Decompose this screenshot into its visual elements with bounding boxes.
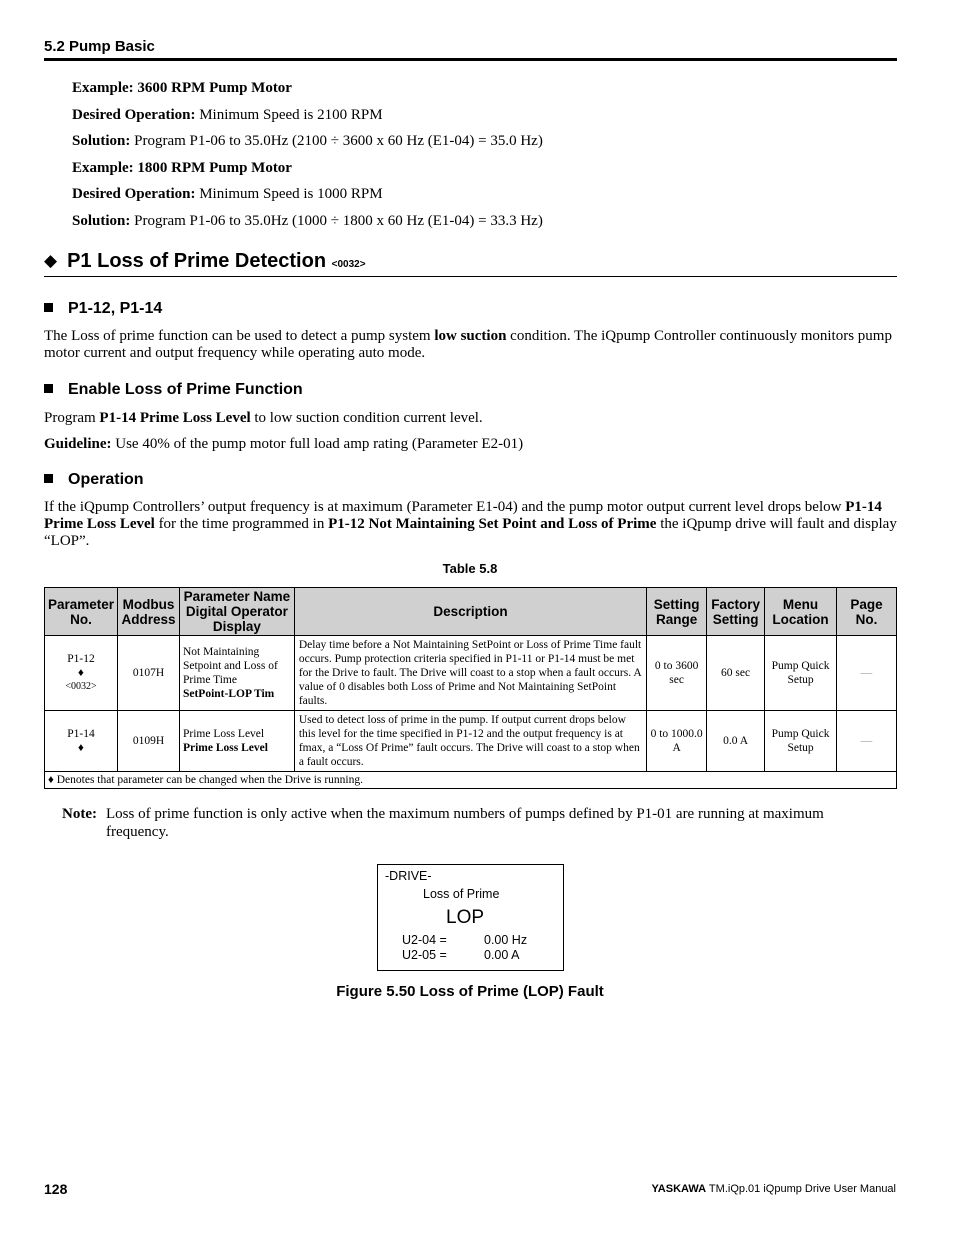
modbus-cell: 0109H: [117, 711, 179, 772]
section-title: ◆ P1 Loss of Prime Detection <0032>: [44, 250, 366, 272]
description-cell: Used to detect loss of prime in the pump. If output current drops below this level for the time specified in P1-12 and the output frequency is at fmax, a “Loss Of Prime” fault occurs. The Drive will coast to a stop when a fault occurs.: [294, 711, 646, 772]
name-cell: Prime Loss Level Prime Loss Level: [179, 711, 294, 772]
operation-paragraph: If the iQpump Controllers’ output frequency is at maximum (Parameter E1-04) and the pump motor output current level drops below P1-14 Prime Loss Level for the time programmed in P1-12 Not Maintaining Set Point and Loss of Prime the iQpump drive will fault and display “LOP”.: [44, 499, 897, 549]
program-paragraph: Program P1-14 Prime Loss Level to low suction condition current level.: [44, 410, 483, 426]
col-header-param-no: Parameter No.: [45, 588, 118, 636]
col-header-page: Page No.: [837, 588, 897, 636]
display-row-value: 0.00 A: [484, 948, 520, 962]
example-line: Solution: Program P1-06 to 35.0Hz (1000 ÷ 1800 x 60 Hz (E1-04) = 33.3 Hz): [72, 213, 543, 229]
example-line: Solution: Program P1-06 to 35.0Hz (2100 ÷ 3600 x 60 Hz (E1-04) = 35.0 Hz): [72, 133, 543, 149]
header-rule: [44, 58, 897, 61]
diamond-icon: ♦: [78, 742, 84, 754]
display-subtitle: Loss of Prime: [423, 887, 500, 901]
col-header-range: Setting Range: [647, 588, 707, 636]
description-cell: Delay time before a Not Maintaining SetPoint or Loss of Prime Time fault occurs. Pump protection criteria specified in P1-11 or P1-14 must be met for the Drive to fault. The Drive will coast to a stop when a fault occurs. A value of 0 disables both Loss of Prime and Not Maintaining SetPoint faults.: [294, 636, 646, 711]
example-line: Example: 3600 RPM Pump Motor: [72, 80, 292, 96]
example-line: Desired Operation: Minimum Speed is 2100 RPM: [72, 107, 383, 123]
col-header-description: Description: [294, 588, 646, 636]
range-cell: 0 to 3600 sec: [647, 636, 707, 711]
menu-cell: Pump Quick Setup: [765, 711, 837, 772]
table-header-row: [45, 588, 897, 636]
example-line: Example: 1800 RPM Pump Motor: [72, 160, 292, 176]
subsection-title: Enable Loss of Prime Function: [44, 381, 303, 399]
section-rule: [44, 276, 897, 277]
factory-cell: 60 sec: [707, 636, 765, 711]
col-header-menu: Menu Location: [765, 588, 837, 636]
page-cell: —: [837, 636, 897, 711]
figure-caption: Figure 5.50 Loss of Prime (LOP) Fault: [336, 983, 604, 1000]
note-label: Note:: [62, 806, 97, 822]
square-bullet-icon: [44, 474, 53, 483]
menu-cell: Pump Quick Setup: [765, 636, 837, 711]
col-header-factory: Factory Setting: [707, 588, 765, 636]
range-cell: 0 to 1000.0 A: [647, 711, 707, 772]
diamond-icon: ◆: [44, 251, 58, 270]
section-header: 5.2 Pump Basic: [44, 38, 155, 55]
parameter-table: [44, 587, 897, 789]
modbus-cell: 0107H: [117, 636, 179, 711]
display-fault-code: LOP: [446, 907, 485, 928]
col-header-modbus: Modbus Address: [117, 588, 179, 636]
display-row-value: 0.00 Hz: [484, 933, 528, 947]
display-row-label: U2-04 =: [402, 933, 447, 947]
guideline-paragraph: Guideline: Use 40% of the pump motor full load amp rating (Parameter E2-01): [44, 436, 524, 452]
intro-paragraph: The Loss of prime function can be used to detect a pump system low suction condition. The iQpump Controller continuously monitors pump motor current and output frequency while operating auto mode.: [44, 328, 892, 361]
table-row: [45, 711, 897, 772]
note-text: Loss of prime function is only active when the maximum numbers of pumps defined by P1-01 are running at maximum frequency.: [106, 806, 824, 840]
table-footnote: ♦ Denotes that parameter can be changed when the Drive is running.: [45, 772, 897, 789]
subsection-title: Operation: [44, 471, 144, 489]
name-cell: Not Maintaining Setpoint and Loss of Prime Time SetPoint-LOP Tim: [179, 636, 294, 711]
table-row: [45, 636, 897, 711]
display-row-label: U2-05 =: [402, 948, 447, 962]
subsection-title: P1-12, P1-14: [44, 300, 162, 318]
page-cell: —: [837, 711, 897, 772]
table-title: Table 5.8: [442, 561, 498, 576]
table-footnote-row: [45, 772, 897, 789]
page-number: 128: [44, 1181, 68, 1197]
diamond-icon: ♦: [78, 667, 84, 679]
factory-cell: 0.0 A: [707, 711, 765, 772]
operator-display: [377, 864, 564, 971]
square-bullet-icon: [44, 303, 53, 312]
example-line: Desired Operation: Minimum Speed is 1000 RPM: [72, 186, 383, 202]
col-header-name: Parameter Name Digital Operator Display: [179, 588, 294, 636]
display-title: -DRIVE-: [385, 869, 432, 883]
param-cell: P1-12 ♦ <0032>: [45, 636, 118, 711]
square-bullet-icon: [44, 384, 53, 393]
param-cell: P1-14 ♦: [45, 711, 118, 772]
footer-manual-title: YASKAWA TM.iQp.01 iQpump Drive User Manual: [651, 1183, 896, 1195]
